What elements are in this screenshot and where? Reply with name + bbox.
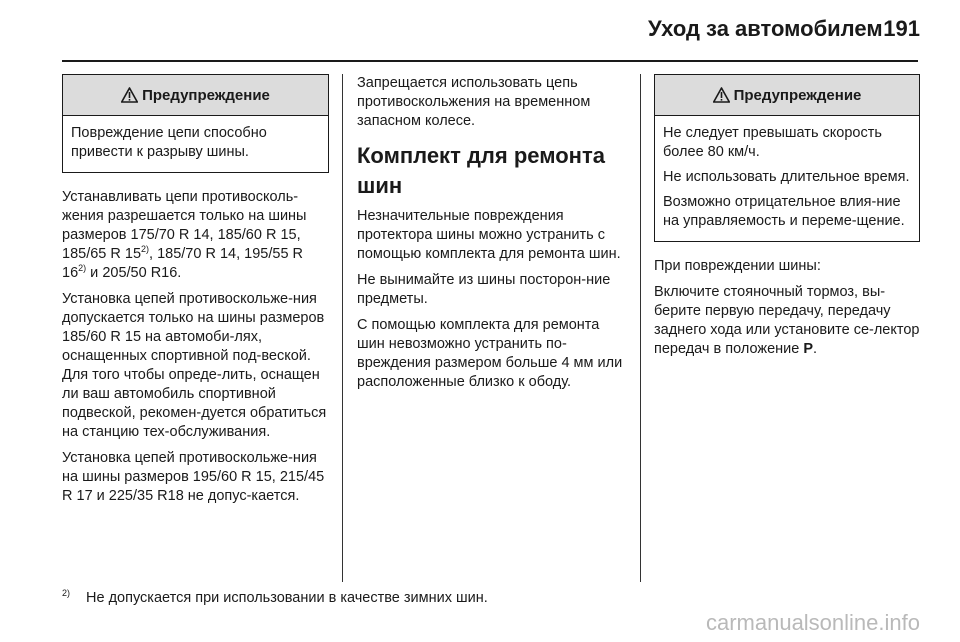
warning-box <box>654 74 920 242</box>
paragraph-text: , 185/70 R 14, 195/55 R 16 <box>62 246 304 281</box>
warning-text: Не следует превышать скорость более 80 км/ч. <box>663 125 882 160</box>
footnote-text: Не допускается при использовании в качестве зимних шин. <box>86 589 488 606</box>
paragraph: Не вынимайте из шины посторон-ние предметы. <box>357 272 611 307</box>
paragraph: Незначительные повреждения протектора шины можно устранить с помощью комплекта для ремонта шин. <box>357 208 621 262</box>
column-left <box>62 74 329 513</box>
paragraph-text: . <box>813 341 818 357</box>
section-title: Комплект для ремонта шин <box>357 143 605 198</box>
warning-triangle-icon <box>713 87 730 103</box>
gear-position-label: P <box>803 341 814 357</box>
column-middle <box>357 74 627 399</box>
footnote-mark: 2) <box>62 588 71 598</box>
footnote-ref: 2) <box>78 263 87 274</box>
column-divider <box>342 74 343 582</box>
warning-header <box>655 75 919 116</box>
warning-text: Повреждение цепи способно привести к разрыву шины. <box>71 125 267 160</box>
watermark: carmanualsonline.info <box>705 610 920 635</box>
paragraph-text: Включите стояночный тормоз, вы-берите первую передачу, передачу заднего хода или установите се-лектор передач в положение <box>654 284 920 357</box>
footnote <box>62 588 488 606</box>
chapter-title: Уход за автомобилем <box>648 16 883 41</box>
header-divider <box>62 60 918 62</box>
page-header <box>0 0 960 60</box>
warning-title: Предупреждение <box>142 86 270 104</box>
warning-header <box>63 75 328 116</box>
footnote-ref: 2) <box>141 244 150 255</box>
paragraph: С помощью комплекта для ремонта шин невозможно устранить по-вреждения размером больше 4 мм или расположенные близко к ободу. <box>357 317 623 390</box>
warning-text: Не использовать длительное время. <box>663 169 910 185</box>
paragraph: Запрещается использовать цепь противоскольжения на временном запасном колесе. <box>357 75 591 129</box>
column-right <box>654 74 920 366</box>
paragraph: При повреждении шины: <box>654 258 821 274</box>
paragraph: Установка цепей противоскольже-ния на шины размеров 195/60 R 15, 215/45 R 17 и 225/35 R18 не допус-кается. <box>62 450 325 504</box>
warning-body <box>63 116 328 172</box>
page-number: 191 <box>883 16 920 41</box>
warning-body <box>655 116 919 241</box>
warning-triangle-icon <box>121 87 138 103</box>
paragraph-text: Устанавливать цепи противосколь-жения разрешается только на шины размеров 175/70 R 14, 185/60 R 15, 185/65 R 15 <box>62 189 307 262</box>
paragraph <box>654 283 920 359</box>
paragraph: Установка цепей противоскольже-ния допускается только на шины размеров 185/60 R 15 на автомоби-лях, оснащенных спортивной под-веской. Для того чтобы опреде-лить, оснащен ли ваш автомобиль спортивной подвеской, рекомен-дуется обратиться на станцию тех-обслуживания. <box>62 291 327 440</box>
column-divider <box>640 74 641 582</box>
paragraph-text: и 205/50 R16. <box>86 265 182 281</box>
warning-title: Предупреждение <box>733 86 862 104</box>
paragraph <box>62 188 329 283</box>
warning-box <box>62 74 329 173</box>
warning-text: Возможно отрицательное влия-ние на управляемость и переме-щение. <box>663 194 905 229</box>
